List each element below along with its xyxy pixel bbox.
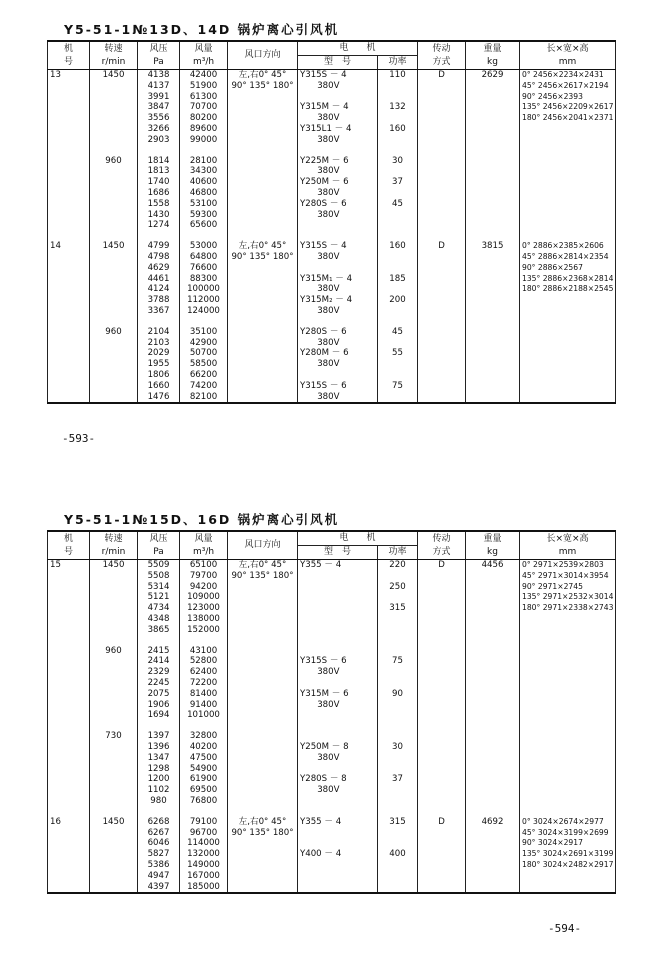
- cell-drive: D: [418, 560, 466, 636]
- cell-flow: 43100 52800 62400 72200 81400 91400 101000: [180, 636, 228, 722]
- cell-pressure: 4138 4137 3991 3847 3556 3266 2903: [138, 70, 180, 146]
- cell-flow: 79100 96700 114000 132000 149000 167000 185000: [180, 807, 228, 894]
- cell-dims: 0° 3024×2674×2977 45° 3024×3199×2699 90° 3024×2917 135° 3024×2691×3199 180° 3024×2482×2917: [520, 807, 616, 894]
- cell-dims: 0° 2971×2539×2803 45° 2971×3014×3954 90° 2971×2745 135° 2971×2532×3014 180° 2971×2338×2743: [520, 560, 616, 636]
- cell-weight: [466, 636, 520, 722]
- header-speed: 转速 r/min: [90, 531, 138, 560]
- cell-dims: 0° 2886×2385×2606 45° 2886×2814×2354 90° 2886×2567 135° 2886×2368×2814 180° 2886×2188×2545: [520, 231, 616, 317]
- cell-no: 16: [48, 807, 90, 894]
- cell-model: Y315S － 4 380V Y315M₁ － 4 380V Y315M₂ － 4 380V: [298, 231, 378, 317]
- cell-outlet: 左,右0° 45° 90° 135° 180°: [228, 807, 298, 894]
- page1-title: Y5-51-1№13D、14D 锅炉离心引风机: [64, 22, 340, 37]
- cell-flow: 42400 51900 61300 70700 80200 89600 99000: [180, 70, 228, 146]
- cell-model: Y355 － 4 Y400 － 4: [298, 807, 378, 894]
- cell-dims: [520, 721, 616, 807]
- page2-title: Y5-51-1№15D、16D 锅炉离心引风机: [64, 512, 340, 527]
- cell-weight: 3815: [466, 231, 520, 317]
- cell-flow: 35100 42900 50700 58500 66200 74200 82100: [180, 317, 228, 404]
- table-row: [48, 721, 616, 807]
- cell-power: 30 37: [378, 721, 418, 807]
- cell-power: 75 90: [378, 636, 418, 722]
- cell-speed: 730: [90, 721, 138, 807]
- header-model: 型 号: [298, 56, 378, 70]
- header-drive: 传动 方式: [418, 41, 466, 70]
- cell-no: [48, 721, 90, 807]
- cell-model: Y225M － 6 380V Y250M － 6 380V Y280S － 6 380V: [298, 146, 378, 232]
- cell-power: 220 250 315: [378, 560, 418, 636]
- cell-speed: 960: [90, 317, 138, 404]
- cell-flow: 28100 34300 40600 46800 53100 59300 65600: [180, 146, 228, 232]
- cell-drive: [418, 146, 466, 232]
- cell-speed: 1450: [90, 231, 138, 317]
- cell-dims: [520, 146, 616, 232]
- page2-number: -594-: [548, 922, 582, 935]
- cell-outlet: 左,右0° 45° 90° 135° 180°: [228, 70, 298, 146]
- cell-flow: 32800 40200 47500 54900 61900 69500 76800: [180, 721, 228, 807]
- cell-speed: 1450: [90, 807, 138, 894]
- cell-model: Y250M － 8 380V Y280S － 8 380V: [298, 721, 378, 807]
- table-row: [48, 70, 616, 146]
- cell-pressure: 1397 1396 1347 1298 1200 1102 980: [138, 721, 180, 807]
- cell-outlet: 左,右0° 45° 90° 135° 180°: [228, 231, 298, 317]
- cell-drive: [418, 721, 466, 807]
- table-row: [48, 231, 616, 317]
- cell-drive: [418, 317, 466, 404]
- cell-pressure: 2415 2414 2329 2245 2075 1906 1694: [138, 636, 180, 722]
- header-motor: 电 机: [298, 41, 418, 56]
- header-motor: 电 机: [298, 531, 418, 546]
- cell-model: Y315S － 4 380V Y315M － 4 380V Y315L1 － 4 380V: [298, 70, 378, 146]
- cell-weight: [466, 317, 520, 404]
- header-weight: 重量 kg: [466, 531, 520, 560]
- cell-outlet: [228, 317, 298, 404]
- header-outlet: 风口方向: [228, 531, 298, 560]
- cell-dims: [520, 636, 616, 722]
- cell-model: Y315S － 6 380V Y315M － 6 380V: [298, 636, 378, 722]
- cell-power: 315 400: [378, 807, 418, 894]
- cell-no: [48, 146, 90, 232]
- cell-weight: [466, 721, 520, 807]
- cell-weight: 4692: [466, 807, 520, 894]
- page1-number: -593-: [62, 432, 96, 445]
- cell-flow: 53000 64800 76600 88300 100000 112000 124000: [180, 231, 228, 317]
- cell-power: 110 132 160: [378, 70, 418, 146]
- header-dims: 长×宽×高 mm: [520, 41, 616, 70]
- table-row: [48, 146, 616, 232]
- cell-pressure: 2104 2103 2029 1955 1806 1660 1476: [138, 317, 180, 404]
- header-power: 功率: [378, 56, 418, 70]
- cell-model: Y355 － 4: [298, 560, 378, 636]
- header-drive: 传动 方式: [418, 531, 466, 560]
- cell-drive: [418, 636, 466, 722]
- cell-no: 14: [48, 231, 90, 317]
- page2-spec-table: [47, 530, 616, 894]
- cell-weight: 2629: [466, 70, 520, 146]
- cell-pressure: 1814 1813 1740 1686 1558 1430 1274: [138, 146, 180, 232]
- cell-pressure: 6268 6267 6046 5827 5386 4947 4397: [138, 807, 180, 894]
- cell-flow: 65100 79700 94200 109000 123000 138000 152000: [180, 560, 228, 636]
- cell-drive: D: [418, 231, 466, 317]
- header-pressure: 风压 Pa: [138, 531, 180, 560]
- table-row: [48, 560, 616, 636]
- cell-no: [48, 636, 90, 722]
- cell-no: 13: [48, 70, 90, 146]
- cell-outlet: [228, 721, 298, 807]
- cell-dims: [520, 317, 616, 404]
- cell-power: 45 55 75: [378, 317, 418, 404]
- cell-outlet: [228, 146, 298, 232]
- header-flow: 风量 m³/h: [180, 41, 228, 70]
- cell-outlet: 左,右0° 45° 90° 135° 180°: [228, 560, 298, 636]
- cell-drive: D: [418, 70, 466, 146]
- header-pressure: 风压 Pa: [138, 41, 180, 70]
- cell-outlet: [228, 636, 298, 722]
- cell-speed: 1450: [90, 70, 138, 146]
- header-speed: 转速 r/min: [90, 41, 138, 70]
- header-no: 机 号: [48, 531, 90, 560]
- cell-model: Y280S － 6 380V Y280M － 6 380V Y315S － 6 380V: [298, 317, 378, 404]
- cell-power: 30 37 45: [378, 146, 418, 232]
- header-power: 功率: [378, 546, 418, 560]
- header-outlet: 风口方向: [228, 41, 298, 70]
- cell-power: 160 185 200: [378, 231, 418, 317]
- table-row: [48, 807, 616, 894]
- table-row: [48, 317, 616, 404]
- cell-drive: D: [418, 807, 466, 894]
- cell-speed: 1450: [90, 560, 138, 636]
- cell-pressure: 4799 4798 4629 4461 4124 3788 3367: [138, 231, 180, 317]
- cell-weight: 4456: [466, 560, 520, 636]
- header-weight: 重量 kg: [466, 41, 520, 70]
- header-flow: 风量 m³/h: [180, 531, 228, 560]
- cell-speed: 960: [90, 146, 138, 232]
- cell-dims: 0° 2456×2234×2431 45° 2456×2617×2194 90° 2456×2393 135° 2456×2209×2617 180° 2456×2041×2371: [520, 70, 616, 146]
- cell-weight: [466, 146, 520, 232]
- cell-pressure: 5509 5508 5314 5121 4734 4348 3865: [138, 560, 180, 636]
- header-model: 型 号: [298, 546, 378, 560]
- header-no: 机 号: [48, 41, 90, 70]
- cell-no: [48, 317, 90, 404]
- cell-speed: 960: [90, 636, 138, 722]
- header-dims: 长×宽×高 mm: [520, 531, 616, 560]
- table-row: [48, 636, 616, 722]
- cell-no: 15: [48, 560, 90, 636]
- page1-spec-table: [47, 40, 616, 404]
